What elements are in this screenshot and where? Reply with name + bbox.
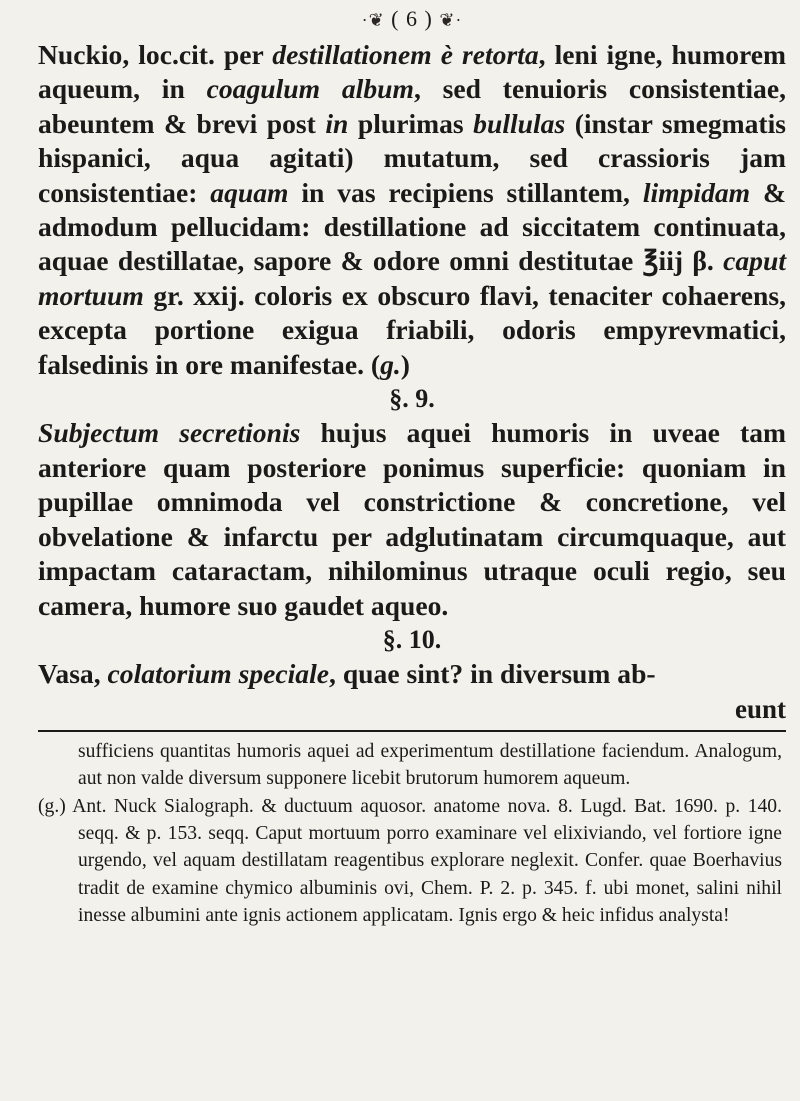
text-run: , quae sint? in diversum ab- [329, 658, 656, 690]
italic-run: in [325, 107, 349, 139]
italic-run: aquam [210, 176, 289, 208]
page [38, 0, 786, 1101]
text-run: Nuckio, loc.cit. per [38, 39, 273, 70]
footnote-continuation: sufficiens quantitas humoris aquei ad experimentum destillatione faciendum. Analogum, aut non valde diversum supponere licebit brutorum humorem aqueum. [78, 740, 782, 790]
text-run: , leni igne, humorem aqueum, in [38, 39, 786, 105]
text-run: (instar smegmatis hispanici, aqua agitati) mutatum, sed crassioris jam consistentiae: [38, 107, 787, 208]
paragraph-subjectum [38, 416, 786, 622]
italic-run: limpidam [642, 176, 751, 208]
text-run: Vasa, [38, 658, 108, 690]
text-run: hujus aquei humoris in uveae tam anteriore quam posteriore ponimus superficie: quoniam in pupillae omnimoda vel constrictione & concretione, vel obvelatione & infarctu per adglutinatam circumquaque, aut impactam cataractam, nihilominus utraque oculi regio, seu camera, humore suo gaudet aqueo. [38, 417, 786, 621]
section-heading-9: §. 9. [389, 384, 435, 414]
section-heading-10: §. 10. [382, 624, 442, 654]
text-run: in vas recipiens stillantem, [288, 176, 643, 208]
ornament-right-icon: ❦· [439, 10, 463, 30]
catchword: eunt [734, 693, 786, 724]
italic-run: bullulas [473, 107, 566, 139]
main-text [38, 38, 786, 726]
italic-run: Subjectum secretionis [38, 417, 301, 449]
footnotes [38, 738, 786, 930]
text-run: , sed tenuioris consistentiae, abeuntem & brevi post [38, 73, 786, 139]
paragraph-nuck [38, 38, 786, 382]
paragraph-vasa [38, 657, 786, 691]
italic-run: colatorium speciale [107, 658, 330, 690]
text-run: ) [400, 348, 410, 380]
italic-run: g. [380, 348, 401, 380]
footnote-divider [38, 730, 786, 732]
italic-run: coagulum album [206, 73, 414, 105]
text-run: plurimas [348, 107, 474, 139]
page-number: ( 6 ) [391, 6, 433, 31]
text-run: gr. xxij. coloris ex obscuro flavi, tenaciter cohaerens, excepta portione exigua friabili, odoris empyrevmatici, falsedinis in ore manifestae. ( [38, 279, 786, 380]
text-run: & admodum pellucidam: destillatione ad siccitatem continuata, aquae destillatae, sapore & odore omni destitutae ℥iij β. [38, 176, 786, 277]
italic-run: caput mortuum [38, 245, 786, 311]
footnote-g: (g.) Ant. Nuck Sialograph. & ductuum aquosor. anatome nova. 8. Lugd. Bat. 1690. p. 140. seqq. & p. 153. seqq. Caput mortuum porro examinare vel elixiviando, vel fortiore igne urgendo, vel aquam destillatam reagentibus explorare neglexit. Confer. quae Boerhavius tradit de examine chymico albuminis ovi, Chem. P. 2. p. 345. f. ubi monet, salini nihil inesse albumini ante ignis actionem applicatam. Ignis ergo & heic infidus analysta! [38, 795, 782, 927]
italic-run: destillationem è retorta [272, 39, 539, 70]
ornament-left-icon: ·❦ [361, 10, 385, 30]
page-header [38, 6, 786, 30]
